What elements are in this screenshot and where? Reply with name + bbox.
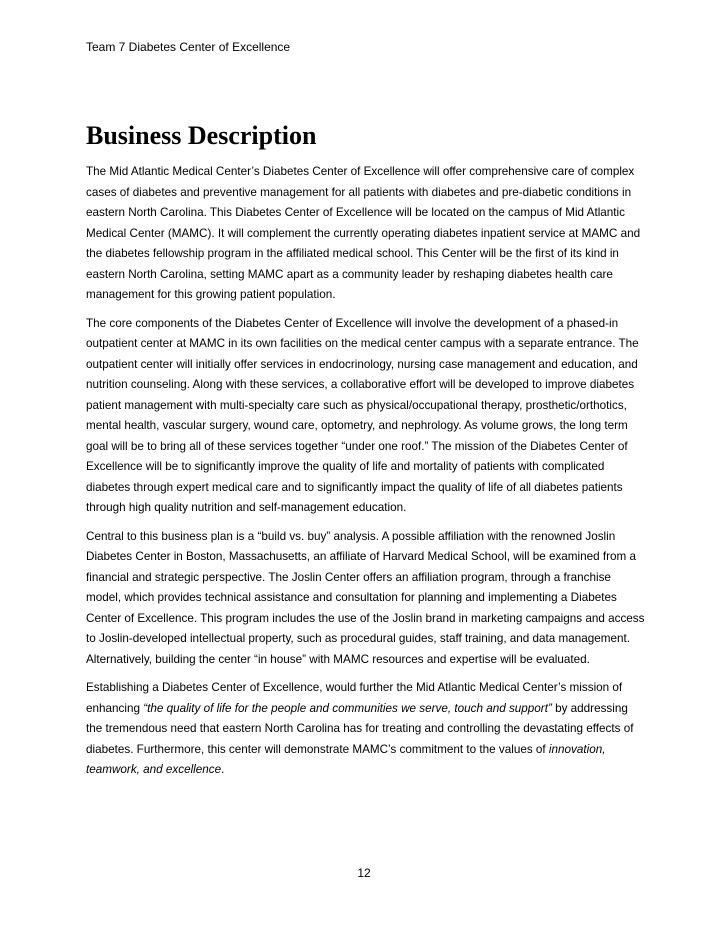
paragraph-3: Central to this business plan is a “build vs. buy” analysis. A possible affiliation with the renowned Joslin Diabetes Center in Boston, Massachusetts, an affiliate of Harvard Medical School, will be examined from a financial and strategic perspective. The Joslin Center offers an affiliation program, through a franchise model, which provides technical assistance and consultation for planning and implementing a Diabetes Center of Excellence. This program includes the use of the Joslin brand in marketing campaigns and access to Joslin-developed intellectual property, such as procedural guides, staff training, and data management. Alternatively, building the center “in house” with MAMC resources and expertise will be evaluated. bbox=[86, 529, 645, 666]
paragraph-4 bbox=[86, 678, 646, 781]
paragraph-4-text-c: . bbox=[221, 763, 225, 776]
section-title: Business Description bbox=[86, 121, 317, 150]
body-text bbox=[86, 162, 646, 789]
paragraph-1: The Mid Atlantic Medical Center’s Diabetes Center of Excellence will offer comprehensive care of complex cases of diabetes and preventive management for all patients with diabetes and pre-diabetic conditions in eastern North Carolina. This Diabetes Center of Excellence will be located on the campus of Mid Atlantic Medical Center (MAMC). It will complement the currently operating diabetes inpatient service at MAMC and the diabetes fellowship program in the affiliated medical school. This Center will be the first of its kind in eastern North Carolina, setting MAMC apart as a community leader by reshaping diabetes health care management for this growing patient population. bbox=[86, 165, 641, 301]
running-header: Team 7 Diabetes Center of Excellence bbox=[86, 40, 291, 54]
paragraph-4-text-a: Establishing a Diabetes Center of Excellence, would further the Mid Atlantic Medical Center’s mission of enhancing bbox=[86, 681, 623, 715]
page-number: 12 bbox=[357, 866, 371, 880]
core-values: innovation, teamwork, and excellence bbox=[86, 742, 606, 776]
mission-quote: “the quality of life for the people and communities we serve, touch and support” bbox=[143, 701, 552, 715]
paragraph-2: The core components of the Diabetes Center of Excellence will involve the development of a phased-in outpatient center at MAMC in its own facilities on the medical center campus with a separate entrance. The outpatient center will initially offer services in endocrinology, nursing case management and education, and nutrition counseling. Along with these services, a collaborative effort will be developed to improve diabetes patient management with multi-specialty care such as physical/occupational therapy, prosthetic/orthotics, mental health, vascular surgery, wound care, optometry, and nephrology. As volume grows, the long term goal will be to bring all of these services together “under one roof.” The mission of the Diabetes Center of Excellence will be to significantly improve the quality of life and mortality of patients with complicated diabetes through expert medical care and to significantly impact the quality of life of all diabetes patients through high quality nutrition and self-management education. bbox=[86, 316, 639, 514]
paragraph-4-text-b: by addressing the tremendous need that eastern North Carolina has for treating and controlling the devastating effects of diabetes. Furthermore, this center will demonstrate MAMC’s commitment to the values of bbox=[86, 701, 634, 756]
